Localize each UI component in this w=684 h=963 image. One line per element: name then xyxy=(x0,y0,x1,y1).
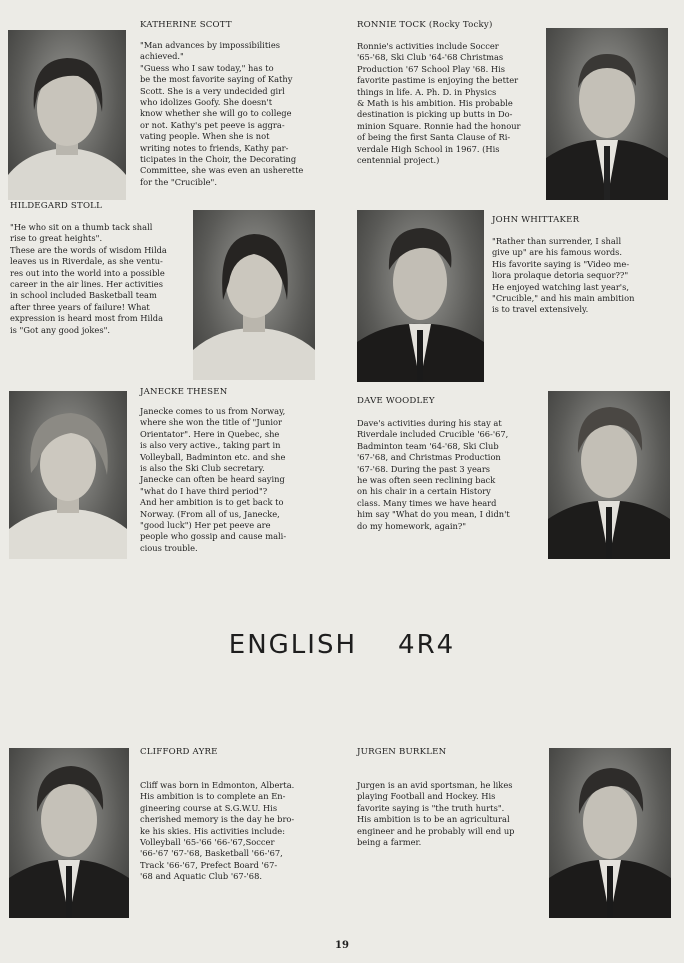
student-name: CLIFFORD AYRE xyxy=(140,747,218,757)
photo-clifford-ayre xyxy=(9,748,129,918)
photo-ronnie-tock xyxy=(546,28,668,200)
student-bio: "Rather than surrender, I shall give up" are his famous words. His favorite saying is "Video me- liora prolaque detoria sequor??" He enjoyed watching last year's, "Crucible," and his main ambition is to travel extensively. xyxy=(492,236,635,315)
student-name: JOHN WHITTAKER xyxy=(492,215,580,225)
student-name: HILDEGARD STOLL xyxy=(10,201,103,211)
student-bio: "He who sit on a thumb tack shall rise to great heights". These are the words of wisdom Hilda leaves us in Riverdale, as she ventu- res out into the world into a possible career in the air lines. Her activities in school included Basketball team after three years of failure! What expression is heard most from Hilda is "Got any good jokes". xyxy=(10,222,167,335)
student-name: DAVE WOODLEY xyxy=(357,396,435,406)
photo-katherine-scott xyxy=(8,30,126,200)
photo-hildegard-stoll xyxy=(193,210,315,380)
page-number: 19 xyxy=(335,940,349,951)
photo-janecke-thesen xyxy=(9,391,127,559)
student-bio: Ronnie's activities include Soccer '65-'68, Ski Club '64-'68 Christmas Production '67 School Play '68. His favorite pastime is enjoying the better things in life. A. Ph. D. in Physics & Math is his ambition. His probable destination is picking up butts in Do- minion Square. Ronnie had the honour of being the first Santa Clause of Ri- verdale High School in 1967. (His centennial project.) xyxy=(357,41,521,166)
student-bio: Cliff was born in Edmonton, Alberta. His ambition is to complete an En- gineering course at S.G.W.U. His cherished memory is the day he bro- ke his skies. His activities include: Volleyball '65-'66 '66-'67,Soccer '66-'67 '67-'68, Basketball '66-'67, Track '66-'67, Prefect Board '67- '68 and Aquatic Club '67-'68. xyxy=(140,780,295,882)
student-name: RONNIE TOCK (Rocky Tocky) xyxy=(357,20,493,30)
student-bio: Dave's activities during his stay at Riverdale included Crucible '66-'67, Badminton team '64-'68, Ski Club '67-'68, and Christmas Production '67-'68. During the past 3 years he was often seen reclining back on his chair in a certain History class. Many times we have heard him say "What do you mean, I didn't do my homework, again?" xyxy=(357,418,510,531)
student-name: KATHERINE SCOTT xyxy=(140,20,232,30)
student-bio: Jurgen is an avid sportsman, he likes playing Football and Hockey. His favorite saying is "the truth hurts". His ambition is to be an agricultural engineer and he probably will end up being a farmer. xyxy=(357,780,515,848)
photo-dave-woodley xyxy=(548,391,670,559)
student-bio: "Man advances by impossibilities achieved." "Guess who I saw today," has to be the most favorite saying of Kathy Scott. She is a very undecided girl who idolizes Goofy. She doesn't know whether she will go to college or not. Kathy's pet peeve is aggra- vating people. When she is not writing notes to friends, Kathy par- ticipates in the Choir, the Decorating Committee, she was even an usherette for the "Crucible". xyxy=(140,40,304,187)
student-bio: Janecke comes to us from Norway, where she won the title of "Junior Orientator". Here in Quebec, she is also very active., taking part in Volleyball, Badminton etc. and she is also the Ski Club secretary. Janecke can often be heard saying "what do I have third period"? And her ambition is to get back to Norway. (From all of us, Janecke, "good luck") Her pet peeve are people who gossip and cause mali- cious trouble. xyxy=(140,406,287,553)
student-name: JANECKE THESEN xyxy=(140,387,228,397)
section-title: ENGLISH 4R4 xyxy=(228,630,456,660)
student-name: JURGEN BURKLEN xyxy=(357,747,447,757)
photo-john-whittaker xyxy=(357,210,484,382)
photo-jurgen-burklen xyxy=(549,748,671,918)
